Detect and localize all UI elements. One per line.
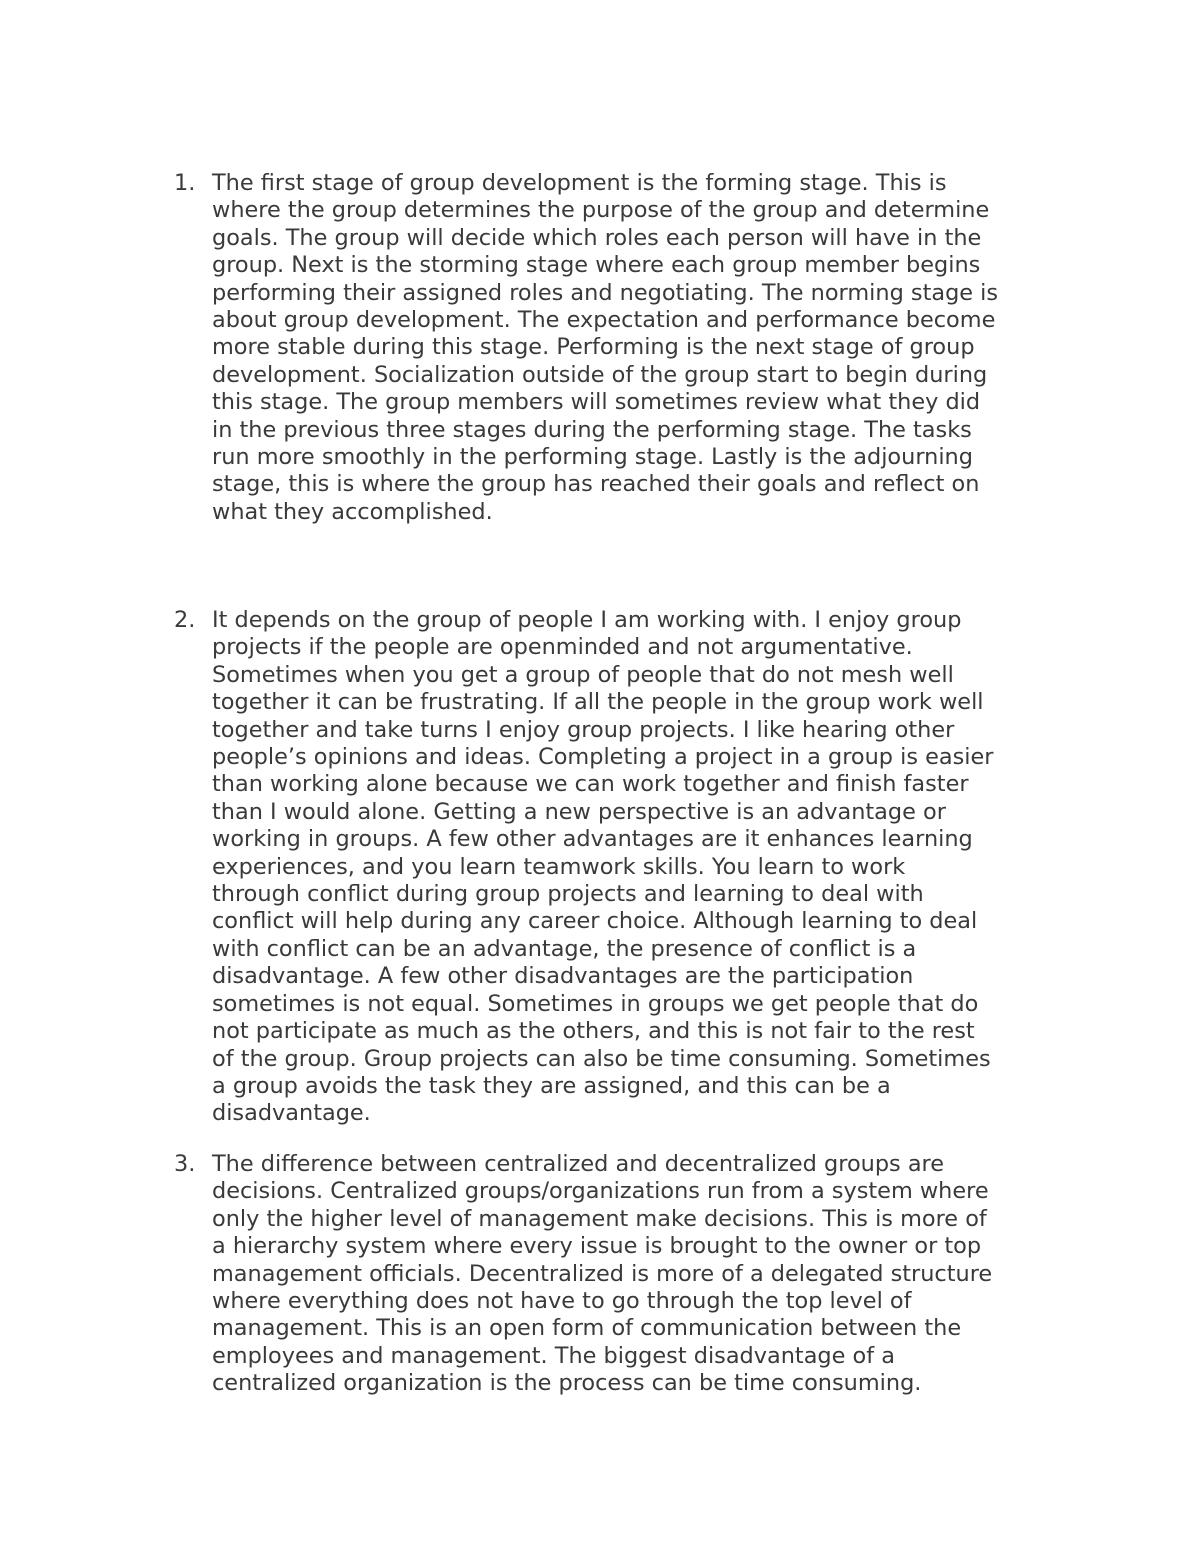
- list-item: [174, 607, 1074, 1128]
- list-item-text: It depends on the group of people I am working with. I enjoy group projects if the people are openminded and not argumentative. Sometimes when you get a group of people that do not mesh well together it can be frustrating. If all the people in the group work well together and take turns I enjoy group projects. I like hearing other people’s opinions and ideas. Completing a project in a group is easier than working alone because we can work together and finish faster than I would alone. Getting a new perspective is an advantage or working in groups. A few other advantages are it enhances learning experiences, and you learn teamwork skills. You learn to work through conflict during group projects and learning to deal with conflict will help during any career choice. Although learning to deal with conflict can be an advantage, the presence of conflict is a disadvantage. A few other disadvantages are the participation sometimes is not equal. Sometimes in groups we get people that do not participate as much as the others, and this is not fair to the rest of the group. Group projects can also be time consuming. Sometimes a group avoids the task they are assigned, and this can be a disadvantage.: [212, 607, 994, 1127]
- list-item-number: 1.: [174, 170, 196, 196]
- list-item: [174, 1151, 1074, 1398]
- list-item-text: The first stage of group development is the forming stage. This is where the group determines the purpose of the group and determine goals. The group will decide which roles each person will have in the group. Next is the storming stage where each group member begins performing their assigned roles and negotiating. The norming stage is about group development. The expectation and performance become more stable during this stage. Performing is the next stage of group development. Socialization outside of the group start to begin during this stage. The group members will sometimes review what they did in the previous three stages during the performing stage. The tasks run more smoothly in the performing stage. Lastly is the adjourning stage, this is where the group has reached their goals and reflect on what they accomplished.: [212, 170, 999, 525]
- list-item-number: 3.: [174, 1151, 196, 1177]
- list-item-text: The difference between centralized and decentralized groups are decisions. Centralized groups/organizations run from a system where only the higher level of management make decisions. This is more of a hierarchy system where every issue is brought to the owner or top management officials. Decentralized is more of a delegated structure where everything does not have to go through the top level of management. This is an open form of communication between the employees and management. The biggest disadvantage of a centralized organization is the process can be time consuming.: [212, 1151, 993, 1397]
- list-item-number: 2.: [174, 607, 196, 633]
- list-item: [174, 170, 1074, 526]
